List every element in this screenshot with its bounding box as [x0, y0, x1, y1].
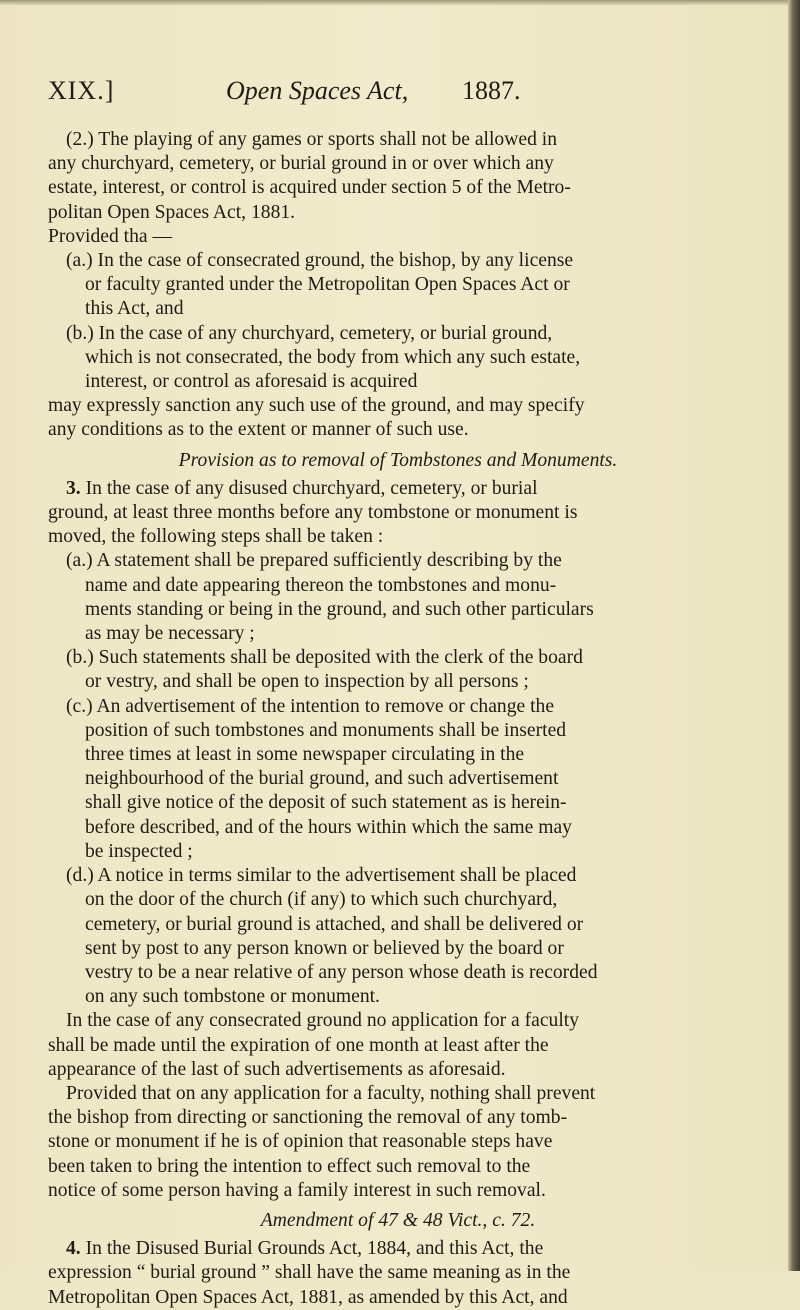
text-line: Metropolitan Open Spaces Act, 1881, as amended by this Act, and — [48, 1286, 568, 1308]
text-line: may expressly sanction any such use of the ground, and may specify — [48, 395, 585, 417]
text-line: been taken to bring the intention to effect such removal to the — [48, 1155, 531, 1177]
page-top-edge — [0, 0, 800, 6]
section-heading: Provision as to removal of Tombstones and Monuments. — [178, 449, 618, 471]
text-fragment: In the case of any disused churchyard, cemetery, or burial — [80, 477, 538, 499]
text-line: three times at least in some newspaper circulating in the — [85, 744, 525, 766]
chapter-mark: XIX.] — [48, 76, 115, 105]
text-line: moved, the following steps shall be taken : — [48, 526, 384, 548]
section-heading: Amendment of 47 & 48 Vict., c. 72. — [260, 1209, 536, 1231]
text-line: on any such tombstone or monument. — [85, 986, 380, 1008]
text-line: any conditions as to the extent or manner of such use. — [48, 419, 469, 441]
page-binding-edge — [788, 0, 800, 1271]
text-line: be inspected ; — [85, 840, 193, 862]
page-body — [48, 128, 748, 1310]
section-2 — [48, 128, 748, 443]
text-line: before described, and of the hours within which the same may — [85, 816, 572, 838]
text-line: Provided that on any application for a faculty, nothing shall prevent — [66, 1082, 596, 1104]
text-line — [48, 1237, 748, 1261]
text-line: (2.) The playing of any games or sports shall not be allowed in — [66, 129, 558, 150]
text-line: shall be made until the expiration of one month at least after the — [48, 1034, 549, 1056]
clause-c: (c.) An advertisement of the intention to remove or change the — [66, 695, 555, 717]
clause-a: (a.) A statement shall be prepared sufficiently describing by the — [66, 550, 562, 572]
text-line: In the case of any consecrated ground no application for a faculty — [66, 1010, 580, 1032]
text-line: estate, interest, or control is acquired under section 5 of the Metro- — [48, 177, 571, 199]
text-line: expression “ burial ground ” shall have the same meaning as in the — [48, 1262, 571, 1284]
text-line: name and date appearing thereon the tombstones and monu- — [85, 574, 557, 596]
section-number: 4. — [66, 1238, 81, 1260]
clause-b: (b.) Such statements shall be deposited with the clerk of the board — [66, 647, 583, 669]
clause-d: (d.) A notice in terms similar to the advertisement shall be placed — [66, 865, 577, 887]
running-title: Open Spaces Act, — [226, 76, 409, 105]
text-line: appearance of the last of such advertisements as aforesaid. — [48, 1058, 506, 1080]
text-line: as may be necessary ; — [85, 623, 255, 645]
text-line: this Act, and — [85, 298, 184, 320]
text-line: cemetery, or burial ground is attached, and shall be delivered or — [85, 913, 584, 935]
text-line: on the door of the church (if any) to which such churchyard, — [85, 889, 558, 911]
text-fragment: In the Disused Burial Grounds Act, 1884, and this Act, the — [80, 1238, 544, 1260]
text-line: shall give notice of the deposit of such statement as is herein- — [85, 792, 567, 814]
text-line: or vestry, and shall be open to inspection by all persons ; — [85, 671, 529, 693]
text-line: the bishop from directing or sanctioning the removal of any tomb- — [48, 1107, 568, 1129]
running-year: 1887. — [462, 76, 521, 105]
text-line: or faculty granted under the Metropolitan Open Spaces Act or — [85, 274, 570, 296]
text-line: vestry to be a near relative of any person whose death is recorded — [85, 961, 598, 983]
text-line: which is not consecrated, the body from which any such estate, — [85, 346, 581, 368]
text-line: stone or monument if he is of opinion that reasonable steps have — [48, 1131, 553, 1153]
section-4 — [48, 1237, 748, 1310]
text-line: interest, or control as aforesaid is acquired — [85, 371, 418, 393]
text-line: notice of some person having a family interest in such removal. — [48, 1179, 546, 1201]
text-line: neighbourhood of the burial ground, and such advertisement — [85, 768, 559, 790]
section-number: 3. — [66, 477, 81, 499]
section-3 — [48, 477, 748, 1203]
text-line: ground, at least three months before any tombstone or monument is — [48, 502, 578, 524]
text-line: ments standing or being in the ground, and such other particulars — [85, 598, 594, 620]
text-line: Provided tha — — [48, 225, 173, 247]
text-line: sent by post to any person known or believed by the board or — [85, 937, 564, 959]
clause-a: (a.) In the case of consecrated ground, the bishop, by any license — [66, 250, 574, 272]
text-line: politan Open Spaces Act, 1881. — [48, 201, 296, 223]
text-line: any churchyard, cemetery, or burial ground in or over which any — [48, 153, 554, 175]
clause-b: (b.) In the case of any churchyard, cemetery, or burial ground, — [66, 322, 553, 344]
text-line: position of such tombstones and monuments shall be inserted — [85, 719, 567, 741]
text-line — [48, 477, 748, 501]
running-header — [48, 76, 708, 106]
